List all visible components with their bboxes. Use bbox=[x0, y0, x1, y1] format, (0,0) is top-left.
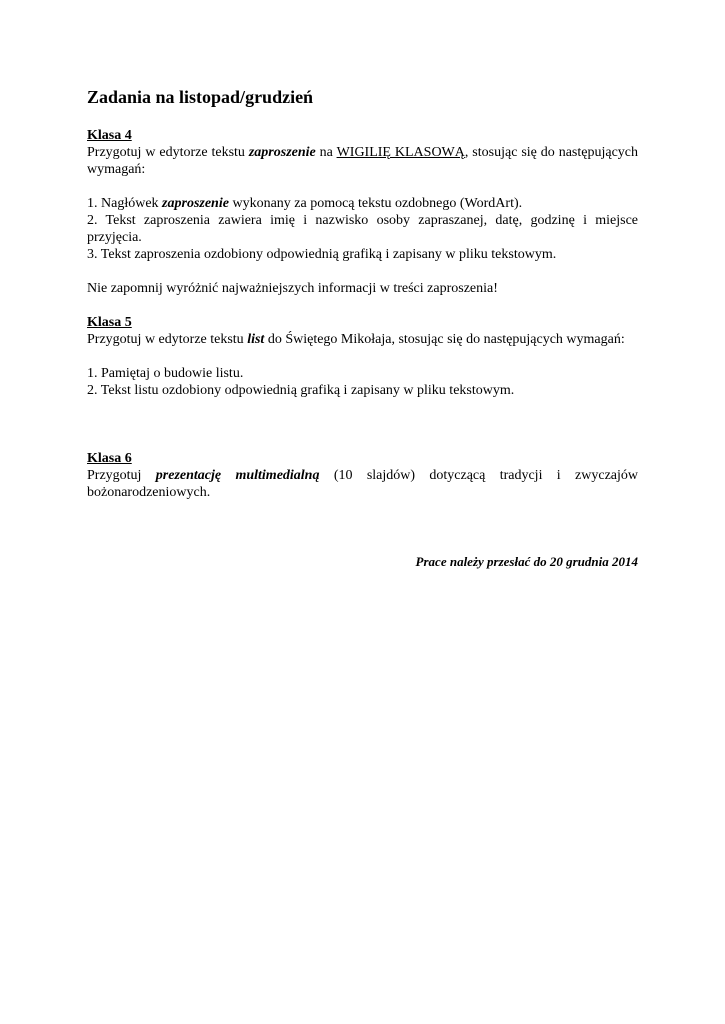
section-heading-klasa-4: Klasa 4 bbox=[87, 128, 132, 143]
submission-deadline: Prace należy przesłać do 20 grudnia 2014 bbox=[415, 554, 638, 569]
klasa-5-requirement-1: 1. Pamiętaj o budowie listu. bbox=[87, 366, 244, 381]
klasa-4-item-1-text-2: wykonany za pomocą tekstu ozdobnego (WordArt). bbox=[228, 196, 523, 211]
klasa-4-requirements bbox=[87, 195, 638, 263]
klasa-4-intro-text-3: , stosując się do następujących wymagań: bbox=[87, 145, 639, 177]
klasa-6-intro-text-1: Przygotuj bbox=[87, 468, 156, 483]
klasa-5-requirement-2: 2. Tekst listu ozdobiony odpowiednią grafiką i zapisany w pliku tekstowym. bbox=[87, 383, 515, 398]
klasa-6-intro-text-2: (10 slajdów) dotyczącą tradycji i zwyczajów bożonarodzeniowych. bbox=[87, 468, 638, 500]
spacer bbox=[87, 399, 638, 450]
section-klasa-4 bbox=[87, 127, 638, 297]
klasa-4-item-1-text-1: 1. Nagłówek bbox=[87, 196, 163, 211]
klasa-5-intro-text-1: Przygotuj w edytorze tekstu bbox=[87, 332, 248, 347]
klasa-4-intro-underline: WIGILIĘ KLASOWĄ bbox=[336, 145, 465, 160]
spacer bbox=[87, 178, 638, 195]
document-content bbox=[87, 86, 638, 570]
klasa-5-intro-emphasis: list bbox=[247, 332, 265, 347]
klasa-5-intro-text-2: do Świętego Mikołaja, stosując się do następujących wymagań: bbox=[264, 332, 625, 347]
section-klasa-5 bbox=[87, 314, 638, 399]
klasa-4-requirement-1 bbox=[87, 195, 638, 212]
klasa-4-intro-text-2: na bbox=[315, 145, 337, 160]
klasa-4-requirement-2: 2. Tekst zaproszenia zawiera imię i nazwisko osoby zapraszanej, datę, godzinę i miejsce przyjęcia. bbox=[87, 213, 638, 245]
klasa-5-intro bbox=[87, 331, 638, 348]
section-klasa-6 bbox=[87, 450, 638, 501]
klasa-4-intro-text-1: Przygotuj w edytorze tekstu bbox=[87, 145, 249, 160]
klasa-4-requirement-3: 3. Tekst zaproszenia ozdobiony odpowiednią grafiką i zapisany w pliku tekstowym. bbox=[87, 247, 557, 262]
spacer bbox=[87, 501, 638, 553]
section-heading-klasa-6: Klasa 6 bbox=[87, 451, 132, 466]
section-heading-klasa-5: Klasa 5 bbox=[87, 315, 132, 330]
spacer bbox=[87, 297, 638, 314]
klasa-4-item-1-emphasis: zaproszenie bbox=[162, 196, 229, 211]
klasa-6-intro-emphasis: prezentację multimedialną bbox=[155, 468, 320, 483]
klasa-4-intro bbox=[87, 144, 638, 178]
klasa-4-note: Nie zapomnij wyróżnić najważniejszych informacji w treści zaproszenia! bbox=[87, 281, 498, 296]
spacer bbox=[87, 108, 638, 127]
document-title: Zadania na listopad/grudzień bbox=[87, 87, 314, 107]
klasa-4-intro-emphasis: zaproszenie bbox=[248, 145, 316, 160]
klasa-5-requirements bbox=[87, 365, 638, 399]
klasa-6-intro bbox=[87, 467, 638, 501]
spacer bbox=[87, 348, 638, 365]
spacer bbox=[87, 263, 638, 280]
